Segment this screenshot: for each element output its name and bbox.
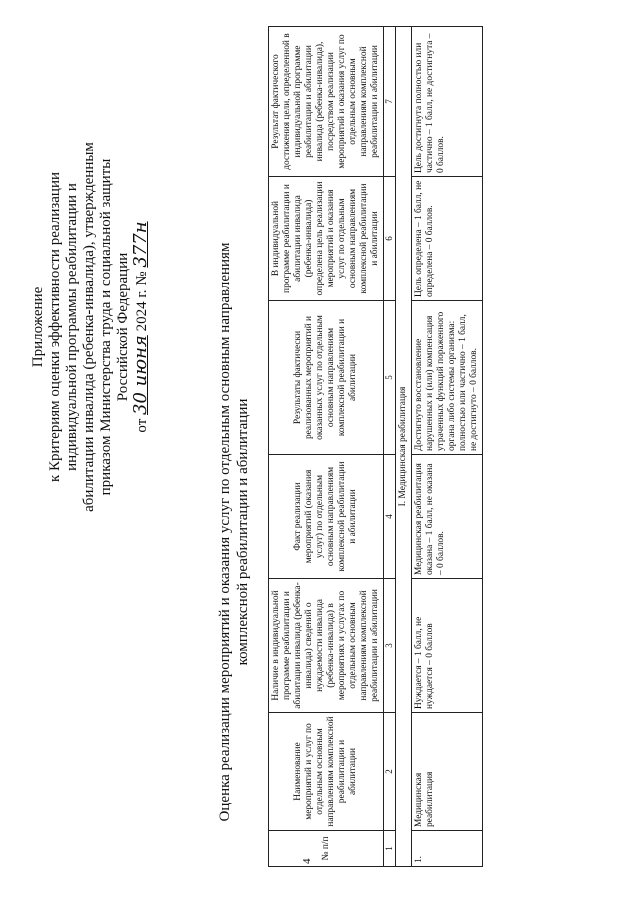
- header-cell-name: Наименование мероприятий и услуг по отдельным основным направлениям комплексной реабилитации и абилитации: [269, 713, 384, 831]
- column-number: 2: [384, 713, 396, 831]
- row-num: 1.: [412, 831, 483, 867]
- row-fact: Медицинская реабилитация оказана – 1 балл, не оказана – 0 баллов.: [412, 455, 483, 579]
- appendix-line-1: к Критериям оценки эффективности реализации: [47, 171, 63, 483]
- column-number: 3: [384, 579, 396, 713]
- header-cell-need: Наличие в индивидуальной программе реабилитации и абилитации инвалида (ребенка-инвалида) сведений о нуждаемости инвалида (ребенка-инвалида) в мероприятиях и услугах по отдельным основным направлениям комплексной реабилитации и абилитации: [269, 579, 384, 713]
- column-number: 6: [384, 177, 396, 301]
- document-title: Оценка реализации мероприятий и оказания услуг по отдельным основным направлениям комплексной реабилитации и абилитации: [217, 242, 251, 822]
- appendix-line-5: Российской Федерации: [115, 252, 131, 402]
- row-results: Достигнуто восстановление нарушенных и (или) компенсация утраченных функций пораженного органа либо системы организма: полностью или частично – 1 балл, не достигнуто – 0 баллов.: [412, 301, 483, 455]
- section-title: I. Медицинская реабилитация: [396, 27, 412, 867]
- column-number: 7: [384, 27, 396, 177]
- appendix-line-4: приказом Министерства труда и социальной защиты: [98, 158, 114, 496]
- page-number: 4: [301, 858, 313, 864]
- header-cell-fact: Факт реализации мероприятий (оказания услуг) по отдельным основным направлениям комплексной реабилитации и абилитации: [269, 455, 384, 579]
- date-year: 2024 г. №: [134, 271, 150, 332]
- appendix-title: Приложение: [30, 286, 46, 368]
- row-name: Медицинская реабилитация: [412, 713, 483, 831]
- header-cell-results: Результаты фактически реализованных мероприятий и оказанных услуг по отдельным основным направлениям комплексной реабилитации и абилитации: [269, 301, 384, 455]
- column-number: 1: [384, 831, 396, 867]
- appendix-header: [30, 27, 151, 627]
- date-handwritten: 30 июня: [130, 335, 151, 415]
- order-number-handwritten: 377н: [130, 221, 151, 268]
- row-goal: Цель определена – 1 балл, не определена – 0 баллов.: [412, 177, 483, 301]
- rotated-page: [20, 17, 620, 887]
- column-number-row: [384, 27, 396, 867]
- table-row: [412, 27, 483, 867]
- appendix-line-3: абилитации инвалида (ребенка-инвалида), утвержденным: [81, 142, 97, 512]
- row-achievement: Цель достигнута полностью или частично – 1 балл, не достигнута – 0 баллов.: [412, 27, 483, 177]
- header-cell-goal: В индивидуальной программе реабилитации и абилитации инвалида (ребенка-инвалида) определена цель реализации мероприятий и оказания услуг по отдельным основным направлениям комплексной реабилитации и абилитации: [269, 177, 384, 301]
- date-prefix: от: [134, 418, 150, 433]
- header-cell-achievement: Результат фактического достижения цели, определенной в индивидуальной программе реабилитации и абилитации инвалида (ребенка-инвалида), посредством реализации мероприятий и оказания услуг по отдельным основным направлениям комплексной реабилитации и абилитации: [269, 27, 384, 177]
- header-row: [269, 27, 384, 867]
- row-need: Нуждается – 1 балл, не нуждается – 0 баллов: [412, 579, 483, 713]
- column-number: 4: [384, 455, 396, 579]
- header-cell-num: № п/п: [269, 831, 384, 867]
- appendix-date-line: [132, 27, 151, 627]
- section-row: [396, 27, 412, 867]
- column-number: 5: [384, 301, 396, 455]
- assessment-table: [268, 26, 483, 867]
- appendix-line-2: индивидуальной программы реабилитации и: [64, 183, 80, 471]
